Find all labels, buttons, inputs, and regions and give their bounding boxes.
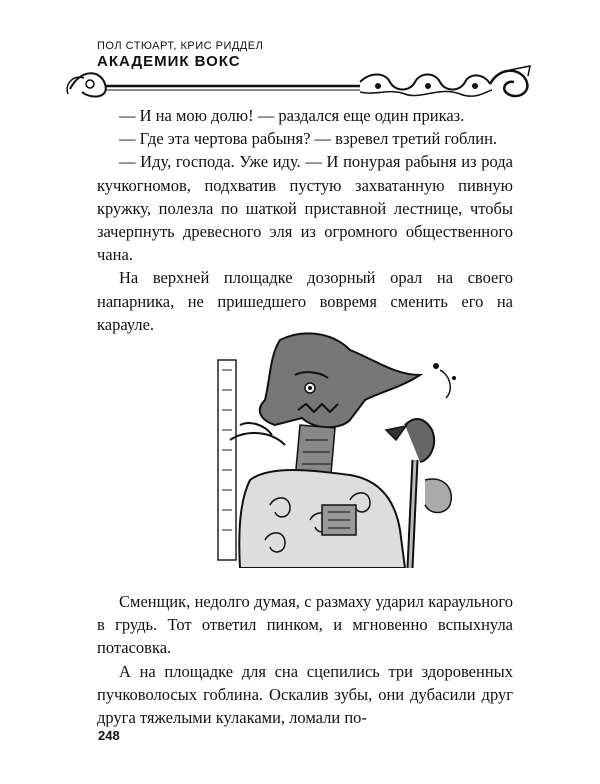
running-header-title: АКАДЕМИК ВОКС: [97, 53, 241, 70]
paragraph: На верхней площадке дозорный орал на своего напарника, не пришедшего вовремя сменить его на карауле.: [97, 268, 513, 334]
paragraph: — Иду, господа. Уже иду. — И понурая рабыня из рода кучкогномов, подхватив пустую захватанную пивную кружку, полезла по шаткой приставной лестнице, чтобы зачерпнуть древесного эля из огромного общественного чана.: [97, 152, 513, 265]
paragraph: А на площадке для сна сцепились три здоровенных пучковолосых гоблина. Оскалив зубы, они дубасили друг друга тяжелыми кулаками, ломали по-: [97, 661, 513, 728]
paragraph: — Где эта чертова рабыня? — взревел третий гоблин.: [119, 129, 498, 149]
decorative-header-ornament: [60, 64, 538, 104]
running-header-authors: ПОЛ СТЮАРТ, КРИС РИДДЕЛ: [97, 40, 264, 52]
body-text-bottom: [97, 590, 513, 729]
body-text-top: [97, 104, 513, 336]
paragraph: Сменщик, недолго думая, с размаху ударил караульного в грудь. Тот ответил пинком, и мгновенно вспыхнула потасовка.: [97, 592, 513, 658]
goblin-illustration: [210, 330, 472, 568]
paragraph: — И на мою долю! — раздался еще один приказ.: [119, 106, 465, 125]
page-number: 248: [98, 728, 120, 743]
